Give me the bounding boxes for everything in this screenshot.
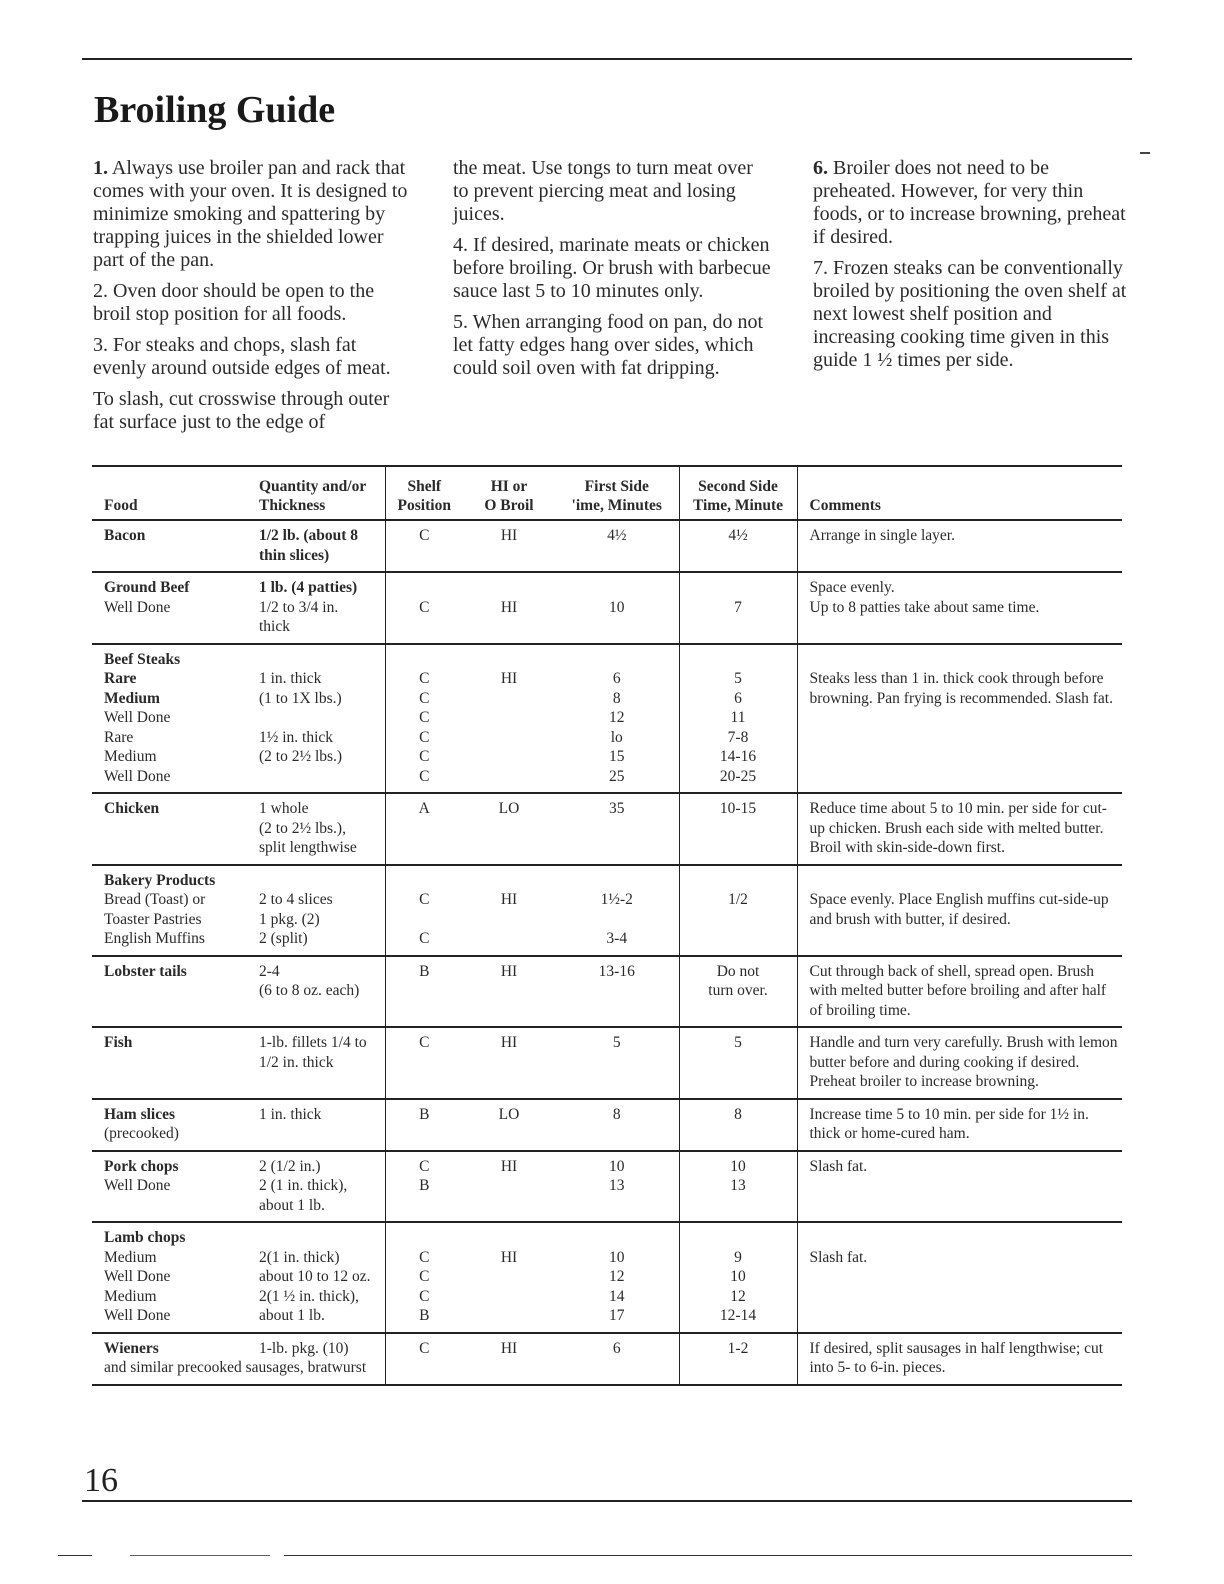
second-side-cell: [679, 1222, 797, 1333]
second-side-value: [684, 1228, 793, 1248]
second-side-value: turn over.: [708, 982, 768, 999]
shelf-value: C: [419, 1339, 430, 1357]
second-side-value: 5: [734, 1034, 742, 1051]
quantity-line: (6 to 8 oz. each): [259, 982, 360, 999]
quantity-cell: [247, 1222, 385, 1333]
broil-cell: [463, 520, 555, 572]
food-cell: [92, 956, 247, 1028]
first-side-cell: [555, 520, 679, 572]
first-side-value: 10: [609, 598, 625, 616]
table-row: [92, 1151, 1122, 1223]
quantity-cell: [247, 956, 385, 1028]
shelf-value: [390, 578, 460, 598]
comments-cell: [797, 865, 1122, 956]
food-line: (precooked): [104, 1125, 179, 1142]
broil-value: HI: [500, 962, 518, 980]
instructions-column-1: [93, 157, 411, 442]
comment-text: Slash fat.: [809, 1248, 868, 1266]
quantity-line: 2-4: [259, 962, 280, 980]
food-line: Bakery Products: [104, 871, 216, 889]
food-line: Medium: [104, 689, 160, 707]
food-line: Wieners: [104, 1339, 159, 1357]
first-side-value: 4½: [607, 527, 627, 544]
instruction-text: 7. Frozen steaks can be conventionally broiled by positioning the oven shelf at next lowest shelf position and increasing cooking time given in this guide 1 ½ times per side.: [813, 257, 1127, 371]
table-row: [92, 1099, 1122, 1151]
quantity-line: 1 lb. (4 patties): [259, 579, 358, 596]
scan-artifact: [284, 1555, 1132, 1556]
second-side-value: 10-15: [719, 800, 757, 817]
instruction-paragraph: [813, 157, 1133, 249]
quantity-line: 2 to 4 slices: [259, 891, 333, 908]
table-row: [92, 1222, 1122, 1333]
comment-text: Cut through back of shell, spread open. Brush with melted butter before broiling and after half of broiling time.: [809, 962, 1107, 1019]
comment-text: Increase time 5 to 10 min. per side for 1½ in. thick or home-cured ham.: [809, 1105, 1089, 1142]
quantity-cell: [247, 1099, 385, 1151]
first-side-value: 13: [609, 1177, 625, 1194]
shelf-value: C: [419, 891, 430, 908]
broil-value: HI: [500, 670, 518, 687]
quantity-line: about 10 to 12 oz.: [259, 1268, 371, 1285]
first-side-value: 10: [609, 1157, 625, 1175]
comments-cell: [797, 1151, 1122, 1223]
broil-value: HI: [500, 891, 518, 908]
first-side-value: lo: [610, 728, 623, 746]
comments-cell: [797, 644, 1122, 794]
first-side-value: [559, 578, 675, 598]
food-line: Ground Beef: [104, 579, 190, 596]
top-rule: [82, 58, 1132, 60]
food-cell: [92, 1222, 247, 1333]
comment-text: Handle and turn very carefully. Brush with lemon butter before and during cooking if desired. Preheat broiler to increase browning.: [809, 1034, 1118, 1090]
second-side-value: 20-25: [719, 767, 757, 785]
second-side-cell: [679, 865, 797, 956]
second-side-cell: [679, 1099, 797, 1151]
quantity-line: about 1 lb.: [259, 1196, 325, 1214]
table-row: [92, 793, 1122, 865]
scan-artifact: [130, 1555, 270, 1556]
broil-cell: [463, 865, 555, 956]
second-side-cell: [679, 572, 797, 644]
quantity-line: 2(1 ½ in. thick),: [259, 1287, 359, 1305]
comment-text: Reduce time about 5 to 10 min. per side for cut-up chicken. Brush each side with melted butter. Broil with skin-side-down first.: [809, 800, 1107, 856]
second-side-value: 12-14: [719, 1307, 757, 1324]
quantity-line: 1-lb. fillets 1/4 to: [259, 1034, 367, 1051]
quantity-line: 1 in. thick: [259, 670, 322, 687]
first-side-cell: [555, 793, 679, 865]
first-side-value: 10: [609, 1248, 625, 1266]
shelf-value: B: [419, 1177, 430, 1194]
first-side-cell: [555, 644, 679, 794]
instruction-paragraph: [453, 234, 771, 303]
comment-text: Space evenly.: [809, 579, 895, 596]
comments-cell: [797, 520, 1122, 572]
first-side-value: 1½-2: [600, 891, 633, 908]
comments-cell: [797, 572, 1122, 644]
first-side-value: 12: [609, 1268, 625, 1285]
food-line: Well Done: [104, 598, 171, 616]
quantity-line: (2 to 2½ lbs.),: [259, 819, 346, 837]
first-side-cell: [555, 956, 679, 1028]
header-quantity: Quantity and/or Thickness: [247, 466, 385, 520]
comments-cell: [797, 956, 1122, 1028]
first-side-value: 8: [612, 689, 621, 707]
food-cell: [92, 520, 247, 572]
quantity-cell: [247, 793, 385, 865]
second-side-value: 10: [730, 1157, 746, 1175]
first-side-value: 5: [612, 1034, 621, 1051]
header-food: Food: [92, 466, 247, 520]
first-side-value: 35: [609, 800, 625, 817]
instruction-number: 6.: [813, 157, 828, 179]
quantity-line: 2 (1 in. thick),: [259, 1177, 348, 1194]
table-row: [92, 1027, 1122, 1099]
comment-text: [810, 1228, 1119, 1248]
shelf-value: C: [419, 527, 430, 544]
shelf-value: C: [419, 767, 430, 785]
food-cell: [92, 1151, 247, 1223]
second-side-value: 1/2: [728, 891, 748, 908]
shelf-value: C: [419, 728, 430, 746]
shelf-cell: [385, 956, 463, 1028]
broil-cell: [463, 1027, 555, 1099]
second-side-value: 7: [734, 598, 742, 616]
shelf-cell: [385, 1099, 463, 1151]
second-side-value: 5: [734, 670, 742, 687]
food-line: Well Done: [104, 1307, 171, 1324]
comments-cell: [797, 1222, 1122, 1333]
food-line: Lobster tails: [104, 962, 187, 980]
first-side-value: 6: [612, 1339, 621, 1357]
food-line: Medium: [104, 1287, 157, 1305]
quantity-line: (2 to 2½ lbs.): [259, 748, 343, 765]
food-cell: [92, 572, 247, 644]
food-line: Beef Steaks: [104, 650, 181, 668]
food-line: Rare: [104, 670, 137, 687]
instruction-text: the meat. Use tongs to turn meat over to prevent piercing meat and losing juices.: [453, 157, 753, 225]
second-side-value: 4½: [728, 527, 748, 544]
first-side-cell: [555, 1222, 679, 1333]
food-line: Well Done: [104, 767, 171, 785]
broil-value: HI: [500, 527, 518, 544]
quantity-line: 1 pkg. (2): [259, 910, 320, 928]
page-number: 16: [84, 1462, 118, 1499]
second-side-value: 14-16: [719, 748, 757, 765]
quantity-line: [259, 708, 381, 728]
second-side-value: 7-8: [727, 728, 749, 746]
page-title: Broiling Guide: [94, 89, 336, 131]
second-side-cell: [679, 644, 797, 794]
first-side-value: 8: [612, 1105, 621, 1123]
shelf-value: B: [419, 1105, 430, 1123]
quantity-line: [259, 871, 381, 891]
second-side-cell: [679, 520, 797, 572]
header-second-side: Second Side Time, Minute: [679, 466, 797, 520]
shelf-value: C: [419, 1248, 430, 1266]
shelf-cell: [385, 1222, 463, 1333]
broil-value: [467, 1228, 551, 1248]
food-line: Medium: [104, 748, 157, 765]
quantity-line: 1-lb. pkg. (10): [259, 1339, 349, 1357]
quantity-cell: [247, 1151, 385, 1223]
instruction-text: 5. When arranging food on pan, do not let fatty edges hang over sides, which could soil oven with fat dripping.: [453, 311, 764, 379]
shelf-cell: [385, 1333, 463, 1385]
first-side-value: [559, 910, 675, 930]
instruction-paragraph: [813, 257, 1133, 372]
quantity-cell: [247, 572, 385, 644]
second-side-value: 11: [730, 709, 746, 726]
second-side-value: 9: [734, 1248, 742, 1266]
shelf-value: C: [419, 930, 430, 947]
quantity-cell: [247, 865, 385, 956]
broil-value: HI: [500, 1339, 518, 1357]
shelf-value: [390, 871, 460, 891]
food-cell: [92, 1099, 247, 1151]
first-side-cell: [555, 572, 679, 644]
food-line: Bacon: [104, 527, 146, 544]
second-side-value: [684, 578, 793, 598]
comment-text: [810, 871, 1119, 891]
first-side-cell: [555, 1333, 679, 1385]
instruction-text: 4. If desired, marinate meats or chicken before broiling. Or brush with barbecue sauce last 5 to 10 minutes only.: [453, 234, 771, 302]
shelf-cell: [385, 865, 463, 956]
shelf-value: B: [419, 962, 430, 980]
table-header-row: [92, 466, 1122, 520]
instruction-paragraph: [93, 280, 411, 326]
comments-cell: [797, 1099, 1122, 1151]
instruction-paragraph: [93, 334, 411, 380]
first-side-value: 17: [609, 1307, 625, 1324]
first-side-value: 3-4: [606, 930, 628, 947]
quantity-line: 1/2 in. thick: [259, 1053, 334, 1071]
instruction-text: 2. Oven door should be open to the broil stop position for all foods.: [93, 280, 375, 325]
quantity-cell: [247, 644, 385, 794]
food-line: Well Done: [104, 1268, 171, 1285]
food-cell: [92, 793, 247, 865]
shelf-cell: [385, 644, 463, 794]
quantity-line: thick: [259, 618, 290, 635]
second-side-value: 10: [730, 1268, 746, 1285]
margin-mark: [1140, 152, 1150, 154]
shelf-cell: [385, 1151, 463, 1223]
food-line: Ham slices: [104, 1105, 176, 1123]
food-line: Rare: [104, 728, 134, 746]
shelf-value: C: [419, 1268, 430, 1285]
food-line: and similar precooked sausages, bratwurst: [104, 1359, 367, 1376]
second-side-cell: [679, 793, 797, 865]
second-side-value: [684, 871, 793, 891]
comments-cell: [797, 793, 1122, 865]
bottom-rule: [82, 1500, 1132, 1502]
shelf-value: C: [419, 709, 430, 726]
scan-artifact: [58, 1555, 92, 1556]
comment-text: Slash fat.: [809, 1157, 868, 1175]
comment-text: Up to 8 patties take about same time.: [809, 598, 1040, 616]
first-side-value: 13-16: [598, 962, 635, 980]
quantity-line: (1 to 1X lbs.): [259, 689, 342, 707]
broil-value: [467, 650, 551, 670]
shelf-value: C: [419, 689, 430, 707]
food-line: Chicken: [104, 800, 160, 817]
food-line: Well Done: [104, 709, 171, 726]
broil-value: HI: [500, 598, 518, 616]
shelf-cell: [385, 793, 463, 865]
instruction-text: To slash, cut crosswise through outer fat surface just to the edge of: [93, 388, 390, 433]
second-side-value: 12: [730, 1287, 746, 1305]
quantity-line: 1½ in. thick: [259, 728, 334, 746]
quantity-line: 2 (split): [259, 930, 308, 947]
first-side-value: [559, 650, 675, 670]
first-side-value: 6: [612, 670, 621, 687]
comment-text: Arrange in single layer.: [809, 527, 955, 544]
broil-value: LO: [498, 1105, 520, 1123]
table-row: [92, 865, 1122, 956]
table-row: [92, 520, 1122, 572]
instruction-number: 1.: [93, 157, 108, 179]
instruction-paragraph: [93, 388, 411, 434]
broil-value: [467, 578, 551, 598]
shelf-value: [390, 910, 460, 930]
quantity-line: about 1 lb.: [259, 1307, 325, 1324]
food-line: Well Done: [104, 1177, 171, 1194]
table-row: [92, 1333, 1122, 1385]
second-side-value: 6: [734, 689, 742, 707]
first-side-cell: [555, 1151, 679, 1223]
second-side-value: Do not: [716, 962, 760, 980]
comment-text: [810, 650, 1119, 670]
comments-cell: [797, 1333, 1122, 1385]
instruction-paragraph: [93, 157, 411, 272]
comments-cell: [797, 1027, 1122, 1099]
instruction-paragraph: [453, 157, 771, 226]
food-cell: [92, 1027, 247, 1099]
second-side-value: 1-2: [727, 1339, 749, 1357]
shelf-value: C: [419, 748, 430, 765]
quantity-cell: [247, 520, 385, 572]
broil-value: HI: [500, 1248, 518, 1266]
second-side-value: 8: [734, 1105, 742, 1123]
second-side-cell: [679, 956, 797, 1028]
comment-text: Space evenly. Place English muffins cut-side-up and brush with butter, if desired.: [809, 891, 1109, 928]
food-line: Bread (Toast) or: [104, 891, 206, 908]
food-line: Lamb chops: [104, 1229, 186, 1246]
instructions-column-2: [453, 157, 771, 388]
second-side-cell: [679, 1151, 797, 1223]
broil-value: LO: [498, 800, 520, 817]
shelf-value: C: [419, 1034, 430, 1051]
instruction-text: Broiler does not need to be preheated. However, for very thin foods, or to increase browning, preheat if desired.: [813, 157, 1126, 248]
header-comments: Comments: [797, 466, 1122, 520]
shelf-cell: [385, 1027, 463, 1099]
instructions-column-3: [813, 157, 1133, 380]
food-line: Fish: [104, 1034, 133, 1051]
quantity-line: 2 (1/2 in.): [259, 1157, 321, 1175]
header-shelf: Shelf Position: [385, 466, 463, 520]
quantity-line: 2(1 in. thick): [259, 1248, 340, 1266]
second-side-value: 13: [730, 1177, 746, 1194]
quantity-line: [259, 1228, 381, 1248]
food-line: Pork chops: [104, 1157, 179, 1175]
table-row: [92, 572, 1122, 644]
first-side-value: 12: [609, 709, 625, 726]
quantity-line: [259, 650, 381, 670]
shelf-value: B: [419, 1307, 430, 1324]
shelf-cell: [385, 572, 463, 644]
first-side-cell: [555, 865, 679, 956]
shelf-value: C: [419, 1287, 430, 1305]
broil-cell: [463, 956, 555, 1028]
header-first-side: First Side 'ime, Minutes: [555, 466, 679, 520]
quantity-line: 1 in. thick: [259, 1105, 322, 1123]
food-cell: [92, 644, 247, 794]
second-side-value: [684, 650, 793, 670]
broil-value: HI: [500, 1034, 518, 1051]
instruction-text: 3. For steaks and chops, slash fat evenly around outside edges of meat.: [93, 334, 391, 379]
quantity-line: 1/2 to 3/4 in.: [259, 598, 339, 616]
food-line: Medium: [104, 1248, 157, 1266]
broil-cell: [463, 644, 555, 794]
comment-text: Steaks less than 1 in. thick cook through before browning. Pan frying is recommended. Slash fat.: [809, 670, 1113, 707]
header-broil: HI or O Broil: [463, 466, 555, 520]
shelf-value: [390, 1228, 460, 1248]
broil-cell: [463, 793, 555, 865]
instruction-text: Always use broiler pan and rack that comes with your oven. It is designed to minimize smoking and spattering by trapping juices in the shielded lower part of the pan.: [93, 157, 408, 271]
food-line: English Muffins: [104, 930, 205, 947]
table-row: [92, 956, 1122, 1028]
first-side-value: [559, 1228, 675, 1248]
quantity-line: 1 whole: [259, 800, 309, 817]
broil-cell: [463, 1099, 555, 1151]
table-row: [92, 644, 1122, 794]
quantity-line: split lengthwise: [259, 839, 357, 856]
quantity-cell: [247, 1027, 385, 1099]
second-side-cell: [679, 1027, 797, 1099]
shelf-cell: [385, 520, 463, 572]
second-side-cell: [679, 1333, 797, 1385]
shelf-value: C: [419, 670, 430, 687]
shelf-value: C: [419, 1157, 430, 1175]
first-side-value: 15: [609, 748, 625, 765]
quantity-line: 1/2 lb. (about 8: [259, 527, 359, 544]
food-cell: [92, 865, 247, 956]
broil-cell: [463, 572, 555, 644]
shelf-value: [390, 650, 460, 670]
broiling-guide-table: [92, 465, 1122, 1386]
comment-text: If desired, split sausages in half lengthwise; cut into 5- to 6-in. pieces.: [809, 1339, 1104, 1376]
shelf-value: C: [419, 598, 430, 616]
quantity-line: thin slices): [259, 546, 330, 564]
broil-cell: [463, 1222, 555, 1333]
broil-value: HI: [500, 1157, 518, 1175]
broil-cell: [463, 1333, 555, 1385]
first-side-value: 25: [609, 767, 625, 785]
broil-value: [467, 871, 551, 891]
food-line: Toaster Pastries: [104, 910, 202, 928]
first-side-cell: [555, 1027, 679, 1099]
first-side-value: 14: [609, 1287, 625, 1305]
first-side-cell: [555, 1099, 679, 1151]
first-side-value: [559, 871, 675, 891]
shelf-value: A: [418, 800, 430, 817]
instruction-paragraph: [453, 311, 771, 380]
broil-cell: [463, 1151, 555, 1223]
